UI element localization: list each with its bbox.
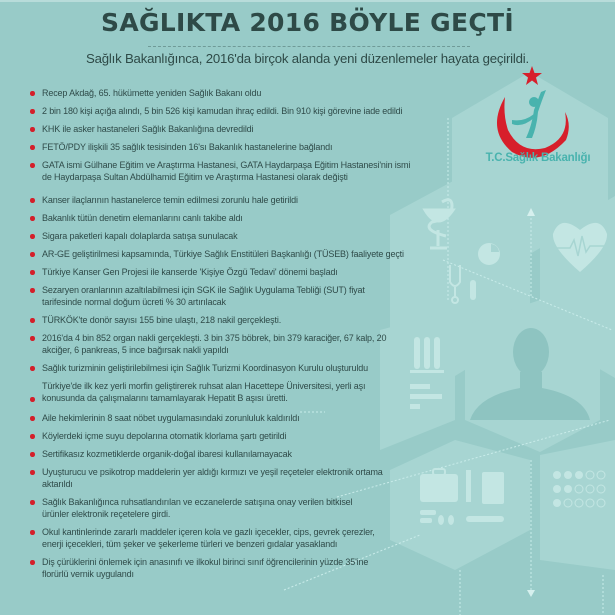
list-item-text: Uyuşturucu ve psikotrop maddelerin yer aldığı kırmızı ve yeşil reçeteler elektronik ortama aktarıldı <box>42 467 383 489</box>
list-item <box>30 412 425 424</box>
list-item <box>30 266 425 278</box>
list-item-text: KHK ile asker hastaneleri Sağlık Bakanlığına devredildi <box>42 124 254 134</box>
list-item <box>30 526 387 550</box>
bullet-icon <box>30 163 35 168</box>
bullet-icon <box>30 318 35 323</box>
list-item <box>30 380 397 404</box>
list-item <box>30 194 425 206</box>
list-item-text: Kanser ilaçlarının hastanelerce temin edilmesi zorunlu hale getirildi <box>42 195 298 205</box>
list-item-text: 2016'da 4 bin 852 organ nakli gerçekleşti. 3 bin 375 böbrek, bin 379 karaciğer, 67 kalp, 20 akciğer, 6 pankreas, 5 ince bağırsak nakli yapıldı <box>42 333 387 355</box>
page-subtitle: Sağlık Bakanlığınca, 2016'da birçok alanda yeni düzenlemeler hayata geçirildi. <box>86 51 529 66</box>
list-item-text: 2 bin 180 kişi açığa alındı, 5 bin 526 kişi kamudan ihraç edildi. Bin 910 kişi görevine iade edildi <box>42 106 403 116</box>
bullet-icon <box>30 109 35 114</box>
list-item-text: Diş çürüklerini önlemek için anasınıfı ve ilkokul birinci sınıf öğrencilerinin yüzde 35'ine florürlü vernik uygulandı <box>42 557 369 579</box>
bullet-icon <box>30 270 35 275</box>
list-item <box>30 123 425 135</box>
bullet-icon <box>30 500 35 505</box>
pie-chart-icon <box>478 243 500 265</box>
list-item-text: Recep Akdağ, 65. hükümette yeniden Sağlık Bakanı oldu <box>42 88 262 98</box>
bullet-icon <box>30 530 35 535</box>
list-item <box>30 496 372 520</box>
drops-hexagon <box>540 440 615 570</box>
list-item <box>30 332 392 356</box>
list-item <box>30 284 392 308</box>
bullet-icon <box>30 452 35 457</box>
list-item <box>30 87 425 99</box>
list-item-text: Sezaryen oranlarının azaltılabilmesi için SGK ile Sağlık Uygulama Tebliği (SUT) fiyat tarifesinde normal doğum ücreti % 30 artırılacak <box>42 285 365 307</box>
list-item-text: Okul kantinlerinde zararlı maddeler içeren kola ve gazlı içecekler, cips, gevrek çerezler, enerji içecekleri, tüm şeker ve şekerleme türleri ve benzeri gıdalar yasaklandı <box>42 527 375 549</box>
list-item <box>30 159 422 183</box>
list-item-text: TÜRKÖK'te donör sayısı 155 bine ulaştı, 218 nakil gerçekleşti. <box>42 315 282 325</box>
arrow-down-icon <box>527 590 535 597</box>
list-item-text: Sigara paketleri kapalı dolaplarda satışa sunulacak <box>42 231 238 241</box>
bullet-icon <box>30 198 35 203</box>
list-item-text: Türkiye Kanser Gen Projesi ile kanserde 'Kişiye Özgü Tedavi' dönemi başladı <box>42 267 338 277</box>
bullet-icon <box>30 145 35 150</box>
list-item-text: GATA ismi Gülhane Eğitim ve Araştırma Hastanesi, GATA Haydarpaşa Eğitim Hastanesi'nin ismi de Haydarpaşa Sultan Abdülhamid Eğitim ve Araştırma Hastanesi olarak değişti <box>42 160 411 182</box>
bullet-icon <box>30 434 35 439</box>
bullet-icon <box>30 397 35 402</box>
clipboard-icon <box>482 472 504 504</box>
list-item-text: Aile hekimlerinin 8 saat nöbet uygulamasındaki zorunluluk kaldırıldı <box>42 413 300 423</box>
list-item <box>30 466 392 490</box>
list-item-text: Sertifikasız kozmetiklerde organik-doğal ibaresi kullanılamayacak <box>42 449 292 459</box>
list-item <box>30 141 425 153</box>
bullet-icon <box>30 560 35 565</box>
list-item <box>30 314 425 326</box>
list-item <box>30 556 377 580</box>
list-item-text: Bakanlık tütün denetim elemanlarını canlı takibe aldı <box>42 213 243 223</box>
bullet-icon <box>30 288 35 293</box>
bullet-icon <box>30 127 35 132</box>
thermometer-icon <box>470 280 476 300</box>
ministry-logo-text: T.C.Sağlık Bakanlığı <box>485 152 591 164</box>
list-item-text: Türkiye'de ilk kez yerli morfin geliştirerek ruhsat alan Hacettepe Üniversitesi, yerli aşı konusunda da çalışmalarını tamamlayarak Hepatit B aşısı üretti. <box>42 381 366 403</box>
list-item-text: FETÖ/PDY ilişkili 35 sağlık tesisinden 16'sı Bakanlık hastanelerine bağlandı <box>42 142 333 152</box>
list-item <box>30 362 425 374</box>
page-title: SAĞLIKTA 2016 BÖYLE GEÇTİ <box>101 8 514 37</box>
list-item-text: AR-GE geliştirilmesi kapsamında, Türkiye Sağlık Enstitüleri Başkanlığı (TÜSEB) faaliyete geçti <box>42 249 404 259</box>
list-item-text: Köylerdeki içme suyu depolarına otomatik klorlama şartı getirildi <box>42 431 287 441</box>
list-item <box>30 448 425 460</box>
bullet-icon <box>30 366 35 371</box>
bullet-icon <box>30 470 35 475</box>
list-item <box>30 230 425 242</box>
list-item <box>30 212 425 224</box>
title-divider <box>148 46 470 47</box>
bullet-icon <box>30 234 35 239</box>
list-item <box>30 105 425 117</box>
list-item <box>30 430 425 442</box>
bullet-icon <box>30 336 35 341</box>
list-item-text: Sağlık turizminin geliştirilebilmesi için Sağlık Turizmi Koordinasyon Kurulu oluşturuldu <box>42 363 368 373</box>
bullet-icon <box>30 216 35 221</box>
bullet-icon <box>30 252 35 257</box>
bullet-icon <box>30 91 35 96</box>
syringe-icon <box>466 470 471 502</box>
list-item <box>30 248 425 260</box>
bullet-icon <box>30 416 35 421</box>
list-item-text: Sağlık Bakanlığınca ruhsatlandırılan ve eczanelerde satışına onay verilen bitkisel ürünler elektronik reçetelere girdi. <box>42 497 353 519</box>
achievements-list <box>30 87 425 586</box>
